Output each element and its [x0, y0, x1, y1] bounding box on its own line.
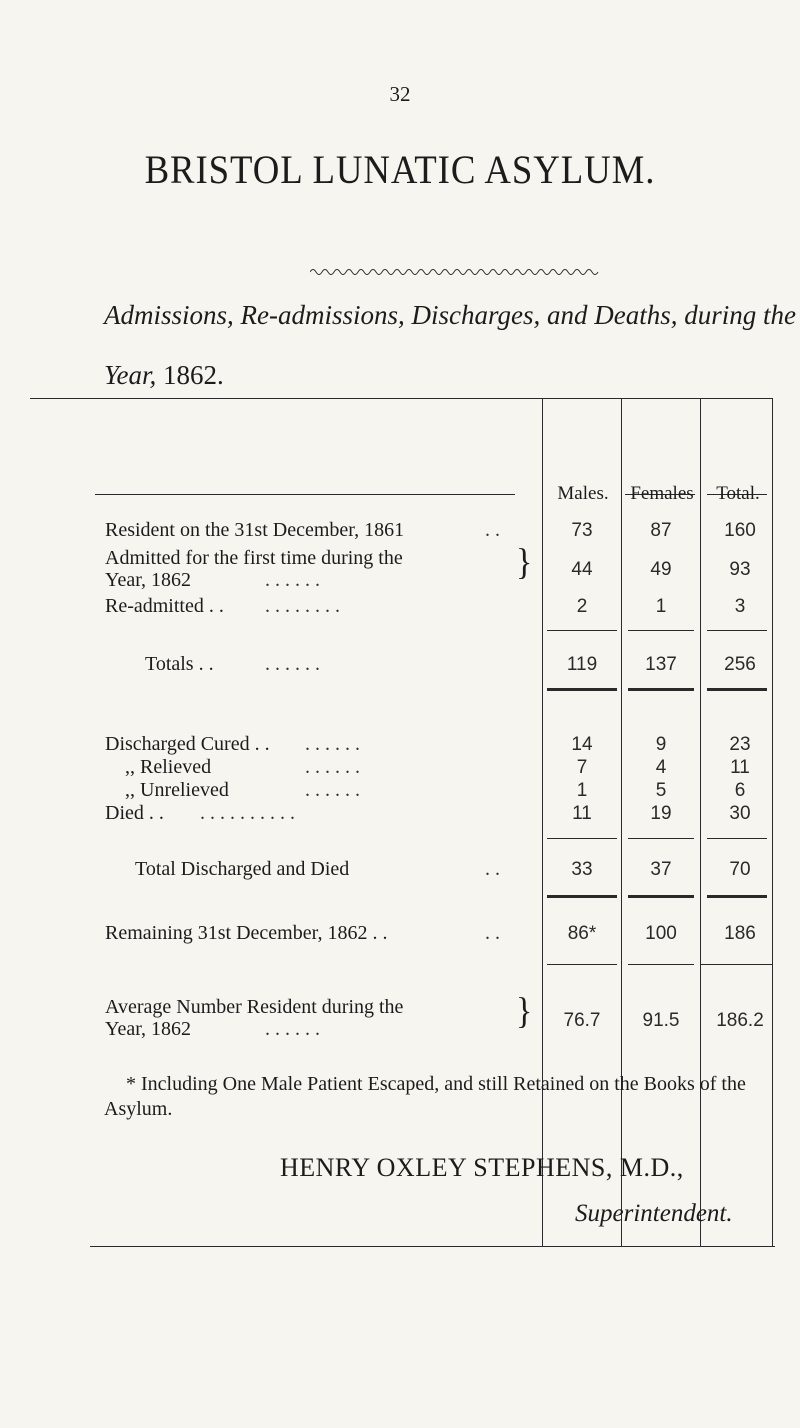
- cell-total-discharged-males: 33: [571, 859, 593, 880]
- asylum-title: BRISTOL LUNATIC ASYLUM.: [144, 147, 656, 192]
- rule-subtotal-total: [707, 630, 767, 631]
- signature-role: Superintendent.: [575, 1200, 733, 1227]
- cell-resident-total: 160: [724, 520, 756, 541]
- row-label-unrelieved: ,, Unrelieved . . . . . .: [125, 779, 360, 801]
- rule-discharged-females: [628, 838, 694, 839]
- cell-totals-total: 256: [724, 654, 756, 675]
- cell-remaining-males: 86*: [567, 923, 597, 944]
- table-bottom-border: [90, 1246, 775, 1247]
- table-top-border: [30, 398, 542, 399]
- cell-unrelieved-males: 1: [576, 780, 588, 801]
- rule-totals-females: [628, 688, 694, 691]
- row-label-admitted: Admitted for the first time during the: [105, 547, 403, 569]
- rule-subtotal-females: [628, 630, 694, 631]
- column-header-males: Males.: [557, 483, 609, 504]
- cell-unrelieved-females: 5: [655, 780, 667, 801]
- row-label-average: Average Number Resident during the: [105, 996, 404, 1018]
- cell-totals-males: 119: [566, 654, 598, 675]
- rule-discharged-total: [707, 838, 767, 839]
- cell-total-discharged-total: 70: [729, 859, 751, 880]
- column-header-total: Total.: [716, 483, 760, 504]
- rule-average-top-total: [700, 964, 772, 965]
- rule-totals-total: [707, 688, 767, 691]
- cell-total-discharged-females: 37: [650, 859, 672, 880]
- header-rule-left: [95, 494, 515, 495]
- row-label-relieved: ,, Relieved . . . . . .: [125, 756, 360, 778]
- cell-relieved-males: 7: [576, 757, 588, 778]
- cell-admitted-males: 44: [571, 559, 593, 580]
- brace-average: }: [516, 991, 533, 1032]
- table-top-border-right: [542, 398, 772, 399]
- cell-died-total: 30: [729, 803, 751, 824]
- cell-relieved-total: 11: [730, 757, 750, 778]
- page-number: 32: [389, 82, 411, 106]
- cell-readmitted-females: 1: [655, 596, 667, 617]
- cell-cured-total: 23: [729, 734, 751, 755]
- subtitle-line-1: Admissions, Re-admissions, Discharges, and Deaths, during the: [104, 300, 796, 330]
- cell-admitted-females: 49: [650, 559, 672, 580]
- cell-resident-females: 87: [650, 520, 672, 541]
- cell-relieved-females: 4: [655, 757, 667, 778]
- rule-remaining-top-males: [547, 895, 617, 898]
- cell-average-total: 186.2: [716, 1010, 764, 1031]
- rule-subtotal-males: [547, 630, 617, 631]
- row-label-totals: Totals . . . . . . . .: [145, 653, 320, 675]
- cell-average-females: 91.5: [642, 1010, 680, 1031]
- cell-died-females: 19: [650, 803, 672, 824]
- row-label-died: Died . . . . . . . . . . . .: [105, 802, 295, 824]
- signature-name: HENRY OXLEY STEPHENS, M.D.,: [280, 1153, 684, 1182]
- row-label-readmitted: Re-admitted . . . . . . . . . .: [105, 595, 340, 617]
- cell-unrelieved-total: 6: [734, 780, 746, 801]
- cell-totals-females: 137: [645, 654, 677, 675]
- row-label-average-year: Year, 1862 . . . . . .: [105, 1018, 320, 1040]
- cell-readmitted-males: 2: [576, 596, 588, 617]
- cell-admitted-total: 93: [729, 559, 751, 580]
- brace-admitted: }: [516, 542, 533, 583]
- column-header-females: Females: [630, 483, 694, 504]
- cell-remaining-females: 100: [645, 923, 677, 944]
- subtitle-year: 1862.: [163, 360, 224, 390]
- rule-remaining-top-total: [707, 895, 767, 898]
- footnote: * Including One Male Patient Escaped, and still Retained on the Books of the Asylum.: [104, 1073, 746, 1120]
- decorative-squiggle: [310, 266, 600, 278]
- cell-average-males: 76.7: [563, 1010, 601, 1031]
- row-label-resident: Resident on the 31st December, 1861 . .: [105, 519, 500, 541]
- subtitle-line-2: [104, 360, 224, 391]
- row-label-cured: Discharged Cured . . . . . . . .: [105, 733, 360, 755]
- cell-remaining-total: 186: [724, 923, 756, 944]
- rule-average-top-males: [547, 964, 617, 965]
- cell-cured-females: 9: [655, 734, 667, 755]
- rule-totals-males: [547, 688, 617, 691]
- cell-resident-males: 73: [571, 520, 593, 541]
- rule-average-top-females: [628, 964, 694, 965]
- row-label-admitted-year: Year, 1862 . . . . . .: [105, 569, 320, 591]
- rule-discharged-males: [547, 838, 617, 839]
- subtitle-year-label: Year,: [104, 360, 157, 390]
- cell-died-males: 11: [572, 803, 592, 824]
- cell-cured-males: 14: [571, 734, 593, 755]
- cell-readmitted-total: 3: [734, 596, 746, 617]
- rule-remaining-top-females: [628, 895, 694, 898]
- row-label-remaining: Remaining 31st December, 1862 . . . .: [105, 922, 500, 944]
- row-label-total-discharged: Total Discharged and Died . .: [135, 858, 500, 880]
